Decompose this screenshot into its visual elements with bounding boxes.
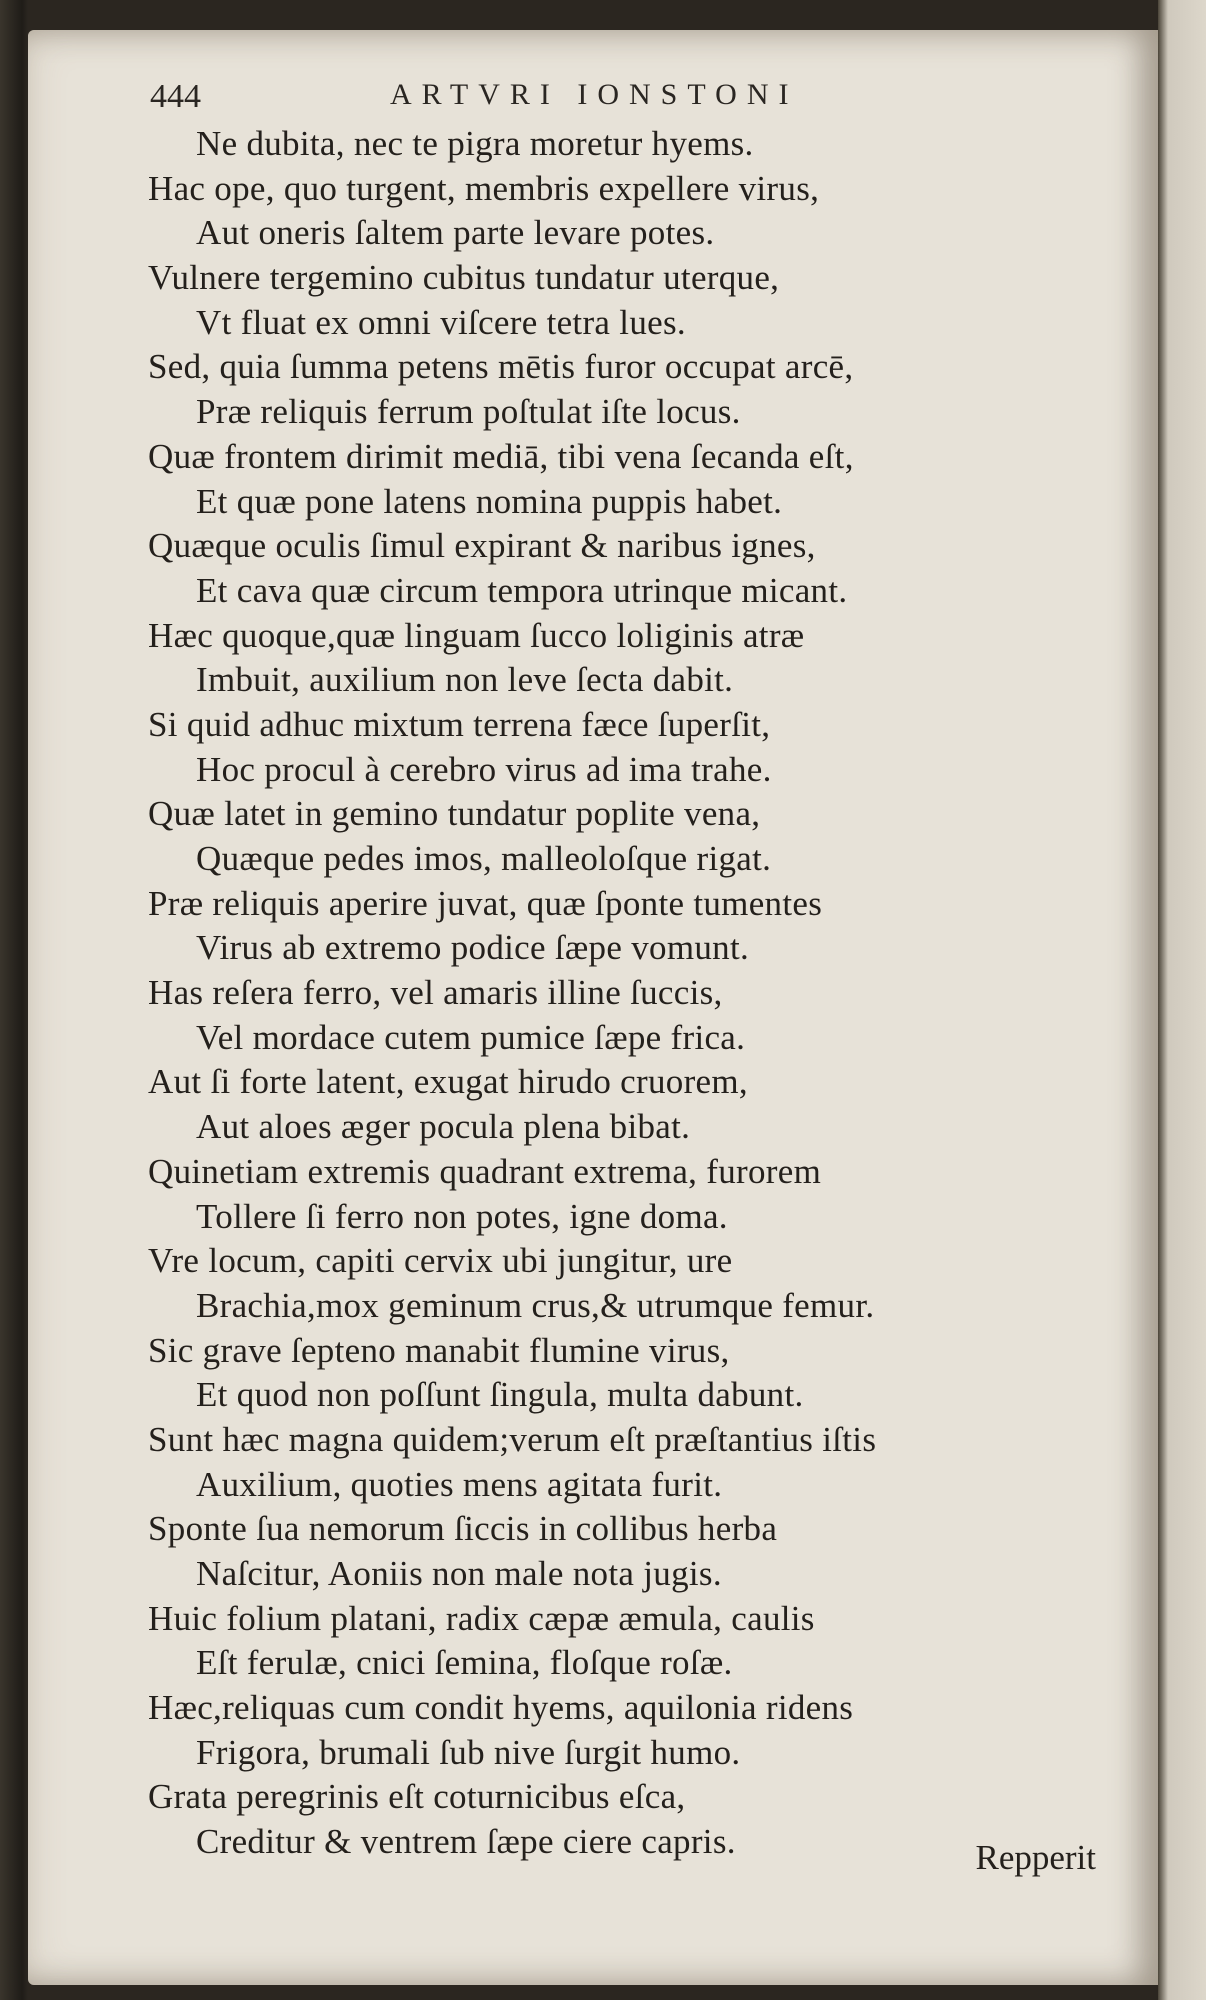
verse-line: Has reſera ferro, vel amaris illine ſuccis, bbox=[148, 973, 723, 1013]
verse-line: Naſcitur, Aoniis non male nota jugis. bbox=[196, 1554, 722, 1593]
verse-line: Hæc quoque,quæ linguam ſucco loliginis atræ bbox=[148, 615, 805, 655]
verse-line: Aut ſi forte latent, exugat hirudo cruorem, bbox=[148, 1062, 748, 1102]
verse-line: Aut oneris ſaltem parte levare potes. bbox=[196, 213, 715, 253]
verse-line: Si quid adhuc mixtum terrena fæce ſuperſit, bbox=[148, 704, 771, 744]
verse-line: Brachia,mox geminum crus,& utrumque femur. bbox=[196, 1285, 875, 1325]
verse-line: Vre locum, capiti cervix ubi jungitur, ure bbox=[148, 1241, 733, 1281]
verse-line: Frigora, brumali ſub nive ſurgit humo. bbox=[196, 1732, 741, 1772]
verse-line: Et quod non poſſunt ſingula, multa dabunt. bbox=[196, 1375, 804, 1415]
verse-line: Sed, quia ſumma petens mētis furor occupat arcē, bbox=[148, 347, 854, 387]
verse-line: Aut aloes æger pocula plena bibat. bbox=[196, 1107, 691, 1147]
verse-line: Quinetiam extremis quadrant extrema, furorem bbox=[148, 1151, 822, 1191]
catchword: Repperit bbox=[975, 1838, 1096, 1877]
verse-line: Sunt hæc magna quidem;verum eſt præſtantius iſtis bbox=[148, 1419, 877, 1459]
verse-line: Vt fluat ex omni viſcere tetra lues. bbox=[196, 302, 686, 342]
verse-line: Sponte ſua nemorum ſiccis in collibus herba bbox=[148, 1509, 778, 1549]
verse-line: Imbuit, auxilium non leve ſecta dabit. bbox=[196, 660, 734, 700]
verse-line: Hæc,reliquas cum condit hyems, aquilonia ridens bbox=[148, 1688, 854, 1728]
verse-line: Eſt ferulæ, cnici ſemina, floſque roſæ. bbox=[196, 1643, 733, 1683]
poem-text bbox=[148, 122, 1108, 1865]
verse-line: Quæ latet in gemino tundatur poplite vena, bbox=[148, 794, 761, 834]
verse-line: Vel mordace cutem pumice ſæpe frica. bbox=[196, 1017, 746, 1057]
verse-line: Vulnere tergemino cubitus tundatur uterque, bbox=[148, 258, 780, 298]
verse-line: Præ reliquis ferrum poſtulat iſte locus. bbox=[196, 392, 741, 432]
verse-line: Auxilium, quoties mens agitata furit. bbox=[196, 1464, 723, 1504]
verse-line: Quæque pedes imos, malleoloſque rigat. bbox=[196, 839, 772, 878]
verse-line: Quæque oculis ſimul expirant & naribus ignes, bbox=[148, 526, 816, 566]
verse-line: Grata peregrinis eſt coturnicibus eſca, bbox=[148, 1777, 686, 1817]
verse-line: Et cava quæ circum tempora utrinque micant. bbox=[196, 570, 848, 610]
verse-line: Ne dubita, nec te pigra moretur hyems. bbox=[196, 124, 754, 163]
running-head: ARTVRI IONSTONI bbox=[390, 78, 799, 111]
verse-line: Et quæ pone latens nomina puppis habet. bbox=[196, 481, 783, 521]
page-header bbox=[150, 78, 970, 118]
verse-line: Creditur & ventrem ſæpe ciere capris. bbox=[196, 1822, 736, 1862]
verse-line: Præ reliquis aperire juvat, quæ ſponte tumentes bbox=[148, 883, 823, 923]
verse-line: Hac ope, quo turgent, membris expellere virus, bbox=[148, 168, 820, 208]
adjacent-page-edge bbox=[1158, 0, 1206, 2000]
verse-line: Sic grave ſepteno manabit flumine virus, bbox=[148, 1330, 730, 1370]
verse-line: Tollere ſi ferro non potes, igne doma. bbox=[196, 1196, 728, 1236]
verse-line: Hoc procul à cerebro virus ad ima trahe. bbox=[196, 749, 772, 789]
page-number: 444 bbox=[150, 78, 201, 115]
verse-line: Virus ab extremo podice ſæpe vomunt. bbox=[196, 928, 750, 968]
verse-line: Huic folium platani, radix cæpæ æmula, caulis bbox=[148, 1598, 815, 1638]
verse-line: Quæ frontem dirimit mediā, tibi vena ſecanda eſt, bbox=[148, 436, 854, 476]
